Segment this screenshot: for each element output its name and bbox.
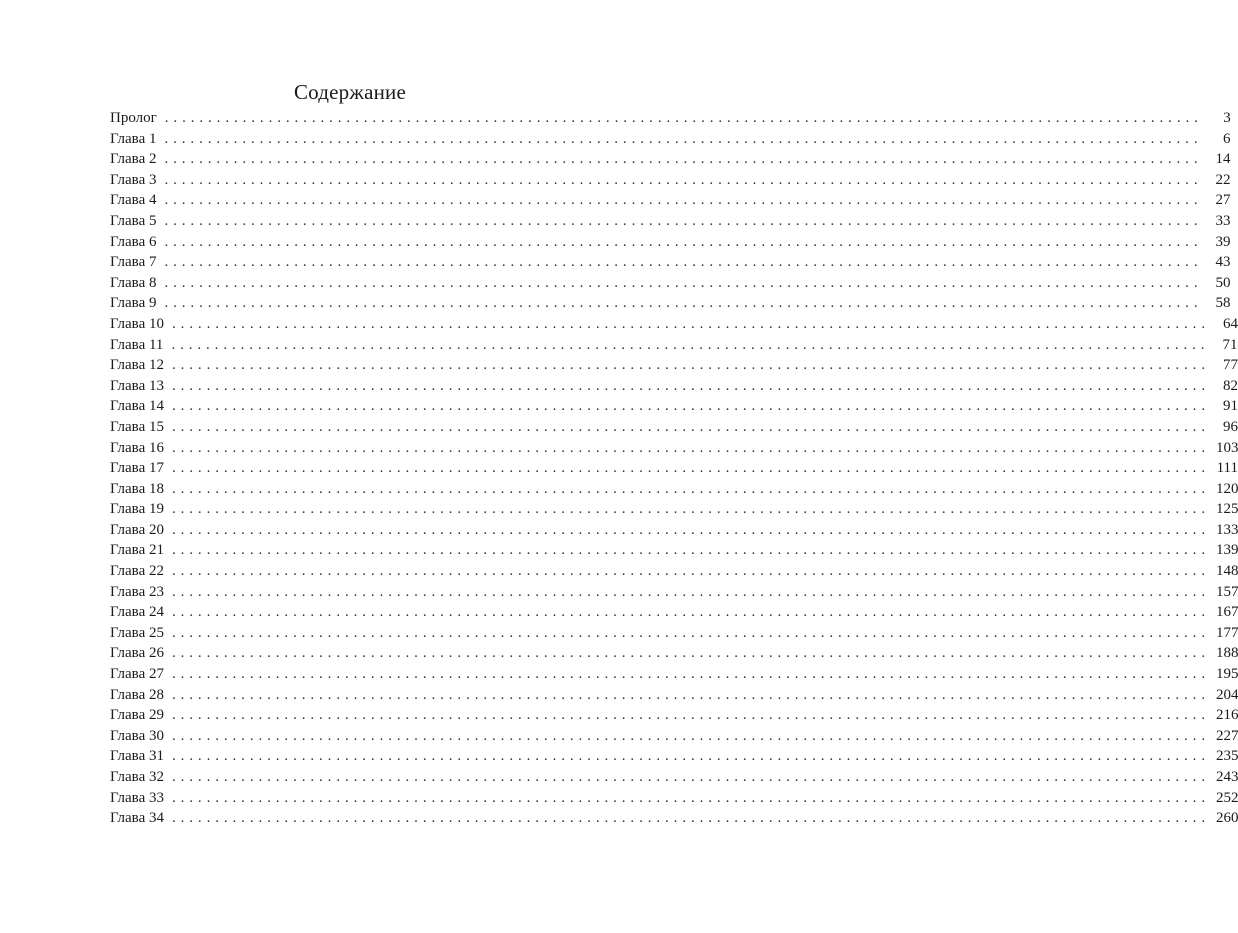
toc-entry-leader-dots: ........................................................................................................................ (164, 171, 1203, 188)
toc-entry-page-number: 6 (1222, 130, 1231, 147)
toc-entry-page-number: 157 (1215, 583, 1238, 600)
toc-entry[interactable] (110, 767, 1238, 788)
toc-entry[interactable] (110, 520, 1238, 541)
toc-entry-label: Глава 22 (110, 563, 164, 580)
toc-entry-page-number: 22 (1215, 171, 1231, 188)
toc-entry-label: Глава 3 (110, 171, 157, 188)
toc-entry[interactable] (110, 582, 1238, 603)
toc-entry-page-number: 111 (1216, 460, 1238, 477)
toc-entry-leader-dots: ........................................................................................................................ (171, 357, 1210, 374)
toc-entry-page-number: 216 (1215, 707, 1238, 724)
toc-entry-leader-dots: ........................................................................................................................ (164, 212, 1203, 229)
toc-entry-label: Глава 28 (110, 686, 164, 703)
toc-entry-page-number: 82 (1222, 377, 1238, 394)
toc-entry-leader-dots: ........................................................................................................................ (171, 686, 1210, 703)
toc-entry-leader-dots: ........................................................................................................................ (171, 645, 1210, 662)
toc-entry-page-number: 50 (1215, 274, 1231, 291)
toc-entry-page-number: 235 (1215, 748, 1238, 765)
toc-entry[interactable] (110, 643, 1238, 664)
toc-entry-label: Глава 29 (110, 707, 164, 724)
toc-entry[interactable] (110, 705, 1238, 726)
toc-entry-label: Глава 24 (110, 604, 164, 621)
toc-entry-leader-dots: ........................................................................................................................ (171, 501, 1210, 518)
toc-entry-page-number: 260 (1215, 810, 1238, 827)
toc-entry-page-number: 195 (1215, 666, 1238, 683)
toc-entry-leader-dots: ........................................................................................................................ (164, 274, 1203, 291)
toc-entry[interactable] (110, 726, 1238, 747)
toc-entry-label: Глава 9 (110, 295, 157, 312)
toc-entry-page-number: 58 (1215, 295, 1231, 312)
toc-entry[interactable] (110, 335, 1238, 356)
toc-entry-label: Глава 16 (110, 439, 164, 456)
toc-entry-leader-dots: ........................................................................................................................ (164, 151, 1203, 168)
toc-entry[interactable] (110, 499, 1238, 520)
toc-entry[interactable] (110, 561, 1238, 582)
toc-entry-label: Глава 17 (110, 460, 164, 477)
toc-entry[interactable] (110, 355, 1238, 376)
toc-entry-page-number: 120 (1215, 480, 1238, 497)
toc-entry[interactable] (110, 129, 1231, 150)
toc-entry[interactable] (110, 293, 1231, 314)
toc-entry-leader-dots: ........................................................................................................................ (164, 254, 1203, 271)
toc-entry-label: Глава 20 (110, 521, 164, 538)
toc-entry-leader-dots: ........................................................................................................................ (171, 315, 1210, 332)
toc-entry-page-number: 133 (1215, 521, 1238, 538)
toc-entry-label: Глава 6 (110, 233, 157, 250)
toc-entry[interactable] (110, 376, 1238, 397)
toc-entry-leader-dots: ........................................................................................................................ (171, 769, 1210, 785)
toc-entry[interactable] (110, 458, 1238, 479)
toc-entry-leader-dots: ........................................................................................................................ (164, 233, 1203, 250)
toc-entry[interactable] (110, 108, 1231, 129)
toc-entry-page-number: 96 (1222, 418, 1238, 435)
toc-entry-label: Пролог (110, 110, 157, 126)
toc-entry-page-number: 227 (1215, 727, 1238, 744)
toc-entry-page-number: 14 (1215, 151, 1231, 168)
toc-entry[interactable] (110, 273, 1231, 294)
toc-entry-leader-dots: ........................................................................................................................ (171, 480, 1210, 497)
toc-entry-label: Глава 2 (110, 151, 157, 168)
toc-entry-label: Глава 19 (110, 501, 164, 518)
toc-entry-label: Глава 5 (110, 212, 157, 229)
toc-entry[interactable] (110, 232, 1231, 253)
toc-entry-label: Глава 32 (110, 769, 164, 785)
toc-entry-label: Глава 13 (110, 377, 164, 394)
toc-entry[interactable] (110, 149, 1231, 170)
toc-entry-page-number: 64 (1222, 315, 1238, 332)
toc-entry-label: Глава 33 (110, 789, 164, 806)
toc-entry-leader-dots: ........................................................................................................................ (171, 418, 1210, 435)
toc-entry[interactable] (110, 788, 1238, 809)
toc-entry-leader-dots: ........................................................................................................................ (171, 789, 1210, 806)
toc-entry-leader-dots: ........................................................................................................................ (171, 624, 1210, 641)
toc-entry[interactable] (110, 623, 1238, 644)
toc-entry[interactable] (110, 190, 1231, 211)
toc-entry-leader-dots: ........................................................................................................................ (171, 460, 1210, 477)
toc-entry-label: Глава 18 (110, 480, 164, 497)
toc-title: Содержание (293, 80, 407, 104)
toc-entry-label: Глава 27 (110, 666, 164, 683)
toc-list (110, 108, 1238, 829)
toc-entry-leader-dots: ........................................................................................................................ (164, 192, 1203, 209)
toc-entry-page-number: 3 (1223, 110, 1231, 126)
toc-entry[interactable] (110, 314, 1238, 335)
toc-entry[interactable] (110, 664, 1238, 685)
toc-entry-page-number: 43 (1215, 254, 1231, 271)
toc-entry[interactable] (110, 602, 1238, 623)
toc-entry-label: Глава 31 (110, 748, 164, 765)
toc-entry-label: Глава 30 (110, 727, 164, 744)
toc-entry-page-number: 91 (1222, 398, 1238, 415)
toc-entry-leader-dots: ........................................................................................................................ (171, 748, 1210, 765)
toc-entry-leader-dots: ........................................................................................................................ (171, 666, 1210, 683)
toc-entry-leader-dots: ........................................................................................................................ (171, 521, 1210, 538)
toc-entry-label: Глава 15 (110, 418, 164, 435)
toc-entry-page-number: 71 (1222, 336, 1238, 353)
toc-entry-leader-dots: ........................................................................................................................ (171, 398, 1210, 415)
toc-entry-label: Глава 26 (110, 645, 164, 662)
toc-entry-leader-dots: ........................................................................................................................ (171, 563, 1210, 580)
toc-entry-page-number: 139 (1215, 542, 1238, 559)
toc-entry-label: Глава 14 (110, 398, 164, 415)
toc-entry[interactable] (110, 170, 1231, 191)
toc-entry-leader-dots: ........................................................................................................................ (171, 707, 1210, 724)
toc-entry[interactable] (110, 808, 1238, 829)
toc-entry[interactable] (110, 685, 1238, 706)
toc-entry-page-number: 33 (1215, 212, 1231, 229)
toc-entry-leader-dots: ........................................................................................................................ (171, 810, 1210, 827)
toc-entry-label: Глава 12 (110, 357, 164, 374)
toc-entry[interactable] (110, 479, 1238, 500)
toc-entry-label: Глава 11 (110, 336, 164, 353)
toc-entry-leader-dots: ........................................................................................................................ (171, 727, 1210, 744)
toc-entry-page-number: 177 (1215, 624, 1238, 641)
toc-entry-page-number: 252 (1215, 789, 1238, 806)
toc-entry-label: Глава 21 (110, 542, 164, 559)
toc-entry[interactable] (110, 746, 1238, 767)
toc-entry-leader-dots: ........................................................................................................................ (164, 130, 1203, 147)
toc-entry-page-number: 39 (1215, 233, 1231, 250)
toc-entry[interactable] (110, 396, 1238, 417)
toc-entry-leader-dots: ........................................................................................................................ (171, 377, 1210, 394)
toc-entry-label: Глава 1 (110, 130, 157, 147)
toc-entry-leader-dots: ........................................................................................................................ (171, 336, 1210, 353)
toc-entry-page-number: 77 (1222, 357, 1238, 374)
toc-entry-leader-dots: ........................................................................................................................ (171, 542, 1210, 559)
toc-entry-leader-dots: ........................................................................................................................ (171, 583, 1210, 600)
toc-entry[interactable] (110, 540, 1238, 561)
toc-entry-leader-dots: ........................................................................................................................ (171, 604, 1210, 621)
toc-entry-label: Глава 4 (110, 192, 157, 209)
toc-entry-page-number: 125 (1215, 501, 1238, 518)
toc-entry[interactable] (110, 252, 1231, 273)
toc-entry-label: Глава 25 (110, 624, 164, 641)
toc-entry-leader-dots: ........................................................................................................................ (164, 110, 1203, 126)
toc-entry-label: Глава 23 (110, 583, 164, 600)
toc-entry-page-number: 148 (1215, 563, 1238, 580)
toc-entry[interactable] (110, 211, 1231, 232)
toc-entry-label: Глава 34 (110, 810, 164, 827)
toc-entry-label: Глава 8 (110, 274, 157, 291)
toc-entry-label: Глава 10 (110, 315, 164, 332)
toc-entry-label: Глава 7 (110, 254, 157, 271)
toc-entry-leader-dots: ........................................................................................................................ (171, 439, 1210, 456)
toc-entry-page-number: 27 (1215, 192, 1231, 209)
toc-entry-page-number: 204 (1215, 686, 1238, 703)
toc-entry-page-number: 188 (1215, 645, 1238, 662)
toc-entry-page-number: 103 (1215, 439, 1238, 456)
toc-entry-page-number: 243 (1215, 769, 1238, 785)
toc-entry-leader-dots: ........................................................................................................................ (164, 295, 1203, 312)
toc-entry-page-number: 167 (1215, 604, 1238, 621)
toc-entry[interactable] (110, 417, 1238, 438)
toc-entry[interactable] (110, 438, 1238, 459)
